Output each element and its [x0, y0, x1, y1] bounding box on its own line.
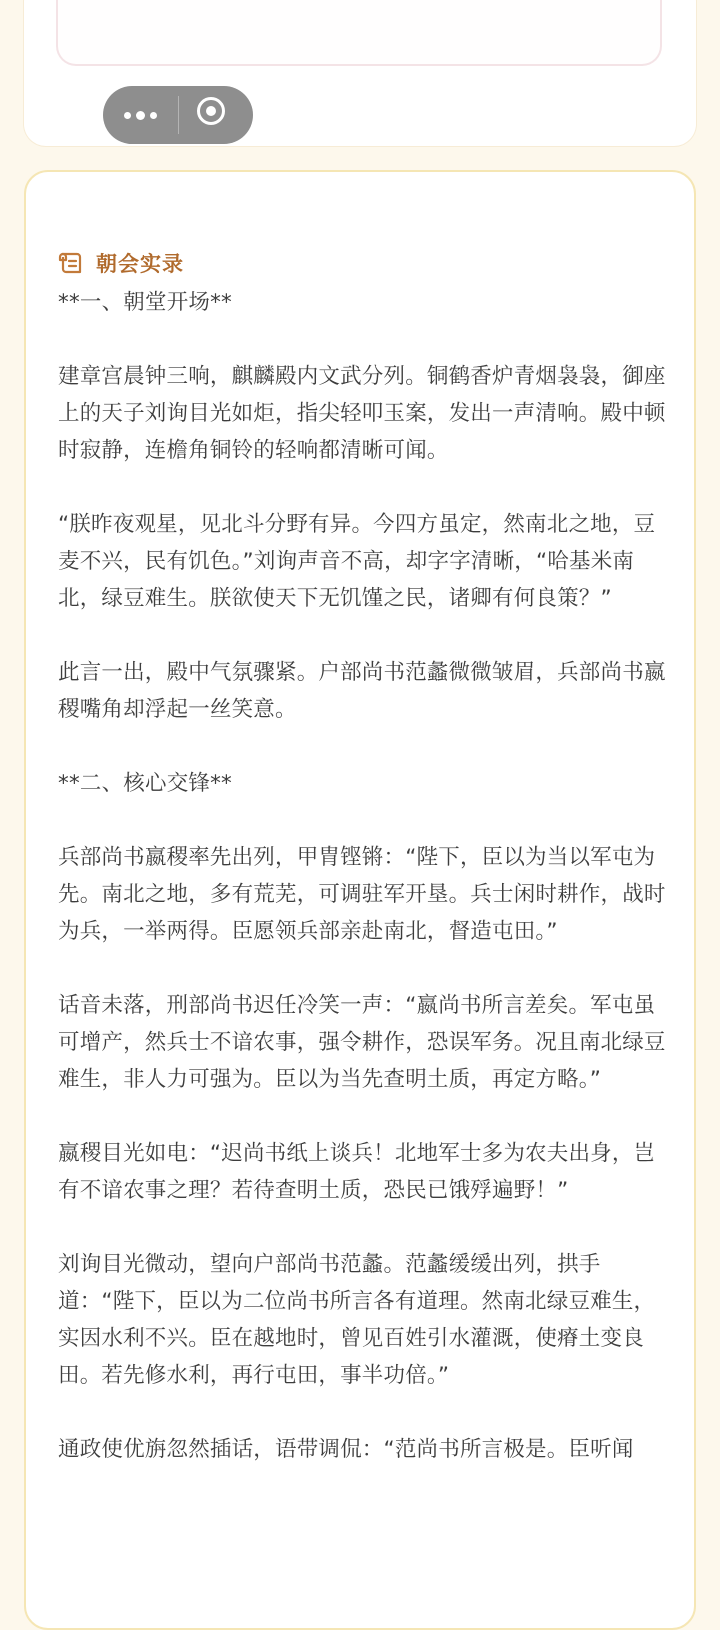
heading-confrontation: **二、核心交锋**	[58, 771, 233, 796]
more-dots-icon[interactable]	[103, 86, 177, 144]
scroll-icon	[58, 251, 84, 275]
paragraph: 此言一出，殿中气氛骤紧。户部尚书范蠡微微皱眉，兵部尚书嬴稷嘴角却浮起一丝笑意。	[58, 660, 666, 722]
paragraph: 刘询目光微动，望向户部尚书范蠡。范蠡缓缓出列，拱手道：“陛下，臣以为二位尚书所言各有道理。然南北绿豆难生，实因水利不兴。臣在越地时，曾见百姓引水灌溉，使瘠土变良田。若先修水利，再行屯田，事半功倍。”	[58, 1252, 656, 1388]
record-content	[58, 284, 666, 1505]
mini-program-capsule	[103, 86, 253, 144]
paragraph: 话音未落，刑部尚书迟任冷笑一声：“嬴尚书所言差矣。军屯虽可增产，然兵士不谙农事，强令耕作，恐误军务。况且南北绿豆难生，非人力可强为。臣以为当先查明土质，再定方略。”	[58, 993, 666, 1092]
paragraph: “朕昨夜观星，见北斗分野有异。今四方虽定，然南北之地，豆麦不兴，民有饥色。”刘询声音不高，却字字清晰，“哈基米南北，绿豆难生。朕欲使天下无饥馑之民，诸卿有何良策？”	[58, 512, 656, 611]
capsule-divider	[178, 96, 179, 134]
court-record-card	[24, 170, 696, 1630]
section-header	[58, 248, 184, 278]
paragraph: 嬴稷目光如电：“迟尚书纸上谈兵！北地军士多为农夫出身，岂有不谙农事之理？若待查明土质，恐民已饿殍遍野！”	[58, 1141, 656, 1203]
section-title: 朝会实录	[96, 252, 184, 276]
paragraph: 建章宫晨钟三响，麒麟殿内文武分列。铜鹤香炉青烟袅袅，御座上的天子刘询目光如炬，指尖轻叩玉案，发出一声清响。殿中顿时寂静，连檐角铜铃的轻响都清晰可闻。	[58, 364, 666, 463]
input-box[interactable]	[56, 0, 662, 66]
target-circle-icon[interactable]	[197, 97, 225, 125]
heading-opening: **一、朝堂开场**	[58, 290, 233, 315]
paragraph: 通政使优旃忽然插话，语带调侃：“范尚书所言极是。臣听闻	[58, 1437, 634, 1462]
paragraph: 兵部尚书嬴稷率先出列，甲胄铿锵：“陛下，臣以为当以军屯为先。南北之地，多有荒芜，可调驻军开垦。兵士闲时耕作，战时为兵，一举两得。臣愿领兵部亲赴南北，督造屯田。”	[58, 845, 666, 944]
